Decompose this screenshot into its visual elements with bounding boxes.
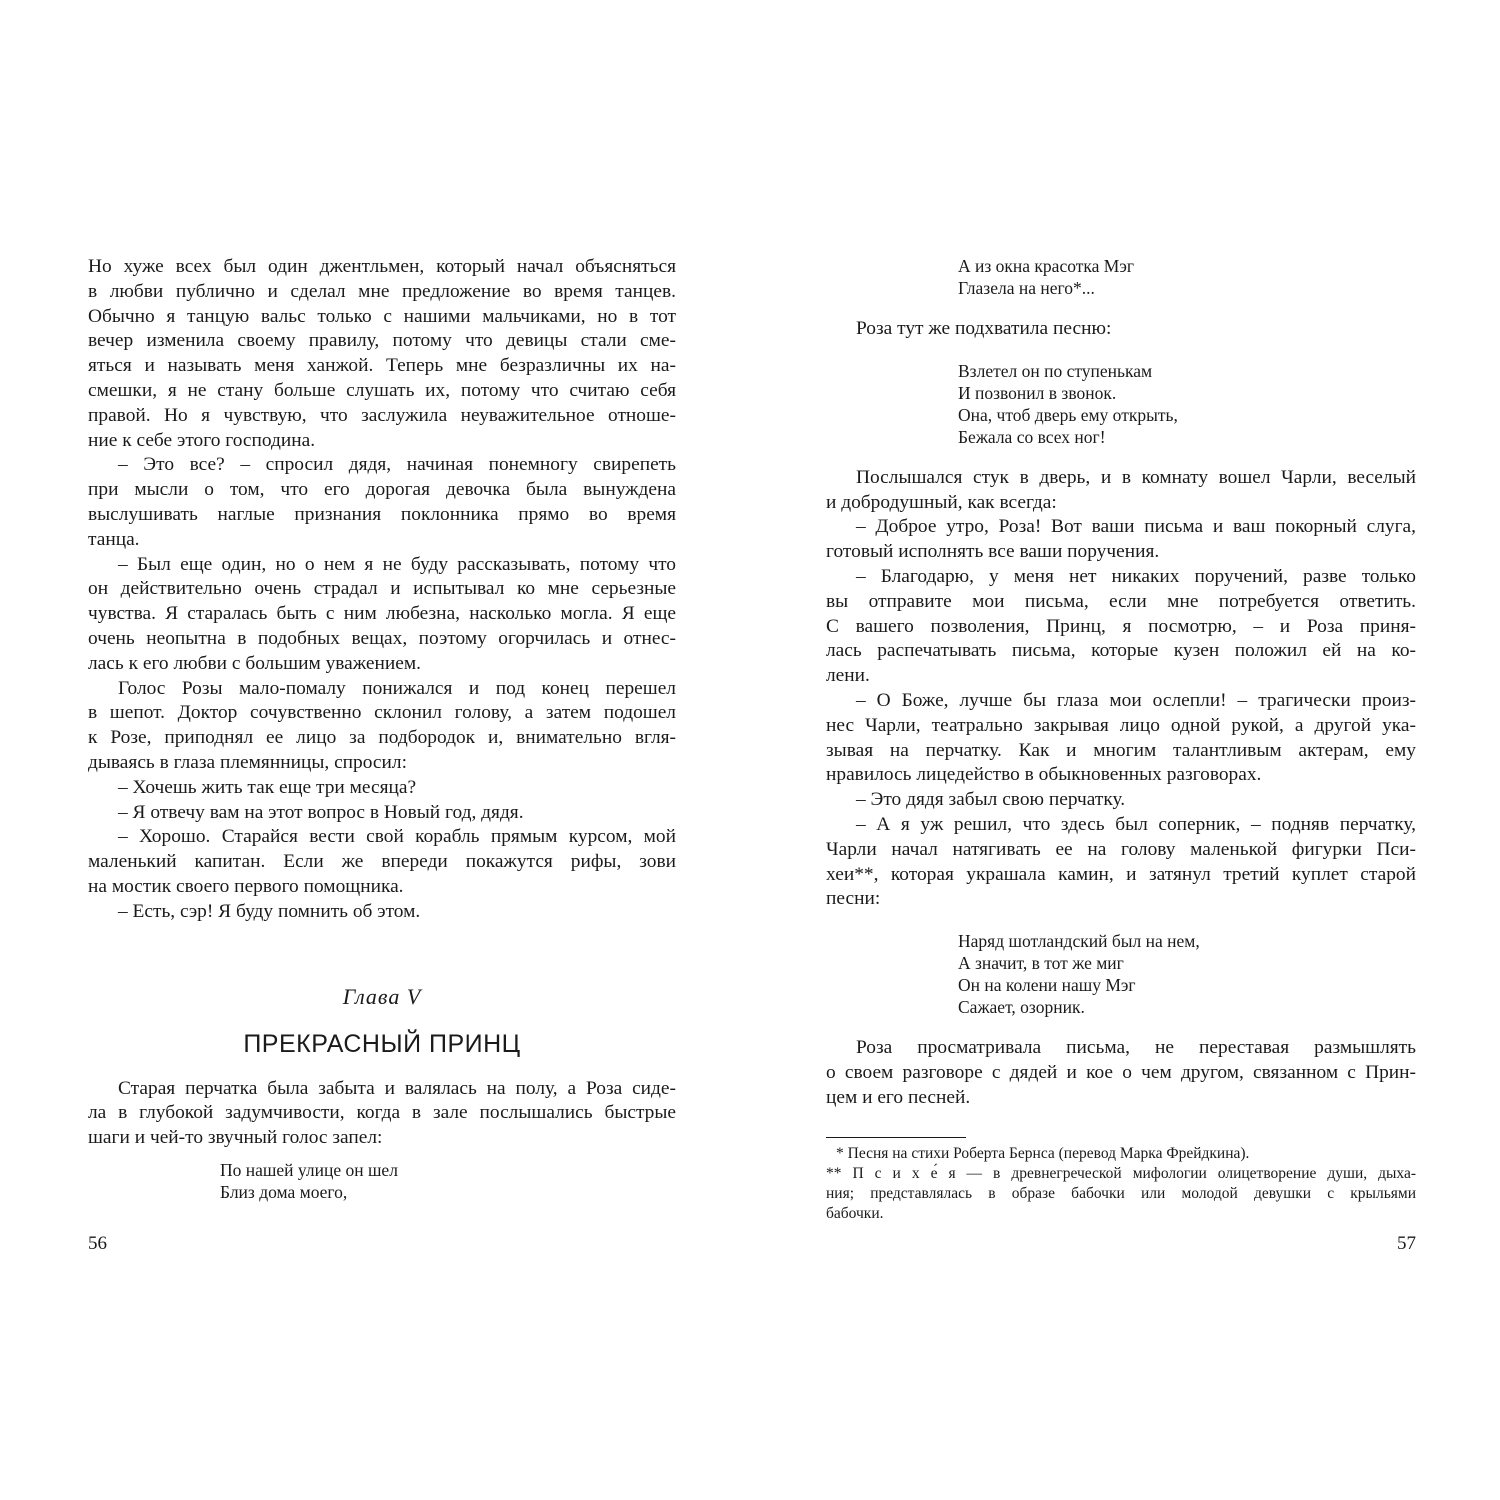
verse-line: По нашей улице он шел: [220, 1159, 398, 1180]
footnote-line: ** П с и х е́ я — в древнегреческой мифологии олицетворение души, дыха-: [826, 1164, 1416, 1182]
paragraph-line: лени.: [826, 665, 870, 687]
chapter-label: Глава V: [342, 983, 422, 1009]
paragraph-line: ла в глубокой задумчивости, когда в зале послышались быстрые: [88, 1102, 676, 1124]
verse-line: Глазела на него*...: [958, 278, 1095, 298]
paragraph-line: – Я отвечу вам на этот вопрос в Новый год, дядя.: [118, 801, 524, 823]
paragraph-line: вы отправите мои письма, если мне потребуется ответить.: [826, 590, 1416, 612]
paragraph-line: нравилось лицедейство в обыкновенных разговорах.: [826, 764, 1262, 786]
paragraph-line: Голос Розы мало-помалу понижался и под конец перешел: [118, 677, 676, 699]
paragraph-line: зывая на перчатку. Как и многим талантливым актерам, ему: [826, 739, 1416, 761]
verse-line: Он на колени нашу Мэг: [958, 975, 1136, 996]
paragraph-line: Но хуже всех был один джентльмен, который начал объясняться: [88, 256, 676, 277]
verse-line: А значит, в тот же миг: [958, 953, 1124, 974]
right-verse-3: [826, 930, 1416, 1018]
paragraph-line: С вашего позволения, Принц, я посмотрю, – и Роза приня-: [826, 615, 1416, 637]
right-text-column: [826, 255, 1416, 1224]
footnotes: [826, 1144, 1416, 1224]
right-verse-1: [826, 255, 1416, 299]
paragraph-line: шаги и чей-то звучный голос запел:: [88, 1127, 383, 1149]
paragraph-line: – А я уж решил, что здесь был соперник, – подняв перчатку,: [856, 813, 1416, 835]
verse-line: И позвонил в звонок.: [958, 382, 1117, 403]
page-number-right: 57: [1397, 1233, 1416, 1254]
paragraph-line: – Это дядя забыл свою перчатку.: [856, 789, 1126, 811]
left-paragraphs-bottom: [88, 1077, 676, 1151]
paragraph-line: – Был еще один, но о нем я не буду рассказывать, потому что: [118, 553, 676, 575]
verse-line: Бежала со всех ног!: [958, 426, 1106, 447]
paragraph-line: – Хочешь жить так еще три месяца?: [118, 776, 417, 798]
paragraph-line: нес Чарли, театрально закрывая лицо одной рукой, а другой ука-: [826, 714, 1416, 736]
paragraph-line: Обычно я танцую вальс только с нашими мальчиками, но в тот: [88, 305, 676, 327]
verse-line: Взлетел он по ступенькам: [958, 360, 1153, 381]
paragraph-line: о своем разговоре с дядей и кое о чем другом, связанном с Прин-: [826, 1061, 1416, 1083]
paragraph-line: смешки, я не стану больше слушать их, потому что считаю себя: [88, 379, 676, 401]
page-number-left: 56: [88, 1233, 107, 1254]
paragraph-line: чувства. Я старалась быть с ним любезна, насколько могла. Я еще: [88, 603, 676, 625]
paragraph-line: танца.: [88, 528, 140, 550]
paragraph-line: – Это все? – спросил дядя, начиная понемногу свирепеть: [118, 454, 676, 476]
paragraph-line: Роза просматривала письма, не переставая размышлять: [856, 1037, 1416, 1059]
right-verse-2: [826, 360, 1416, 448]
paragraph-line: – О Боже, лучше бы глаза мои ослепли! – трагически произ-: [856, 689, 1416, 711]
paragraph-line: он действительно очень страдал и испытывал ко мне серьезные: [88, 578, 676, 600]
right-paragraphs-middle: [826, 466, 1416, 912]
paragraph-line: цем и его песней.: [826, 1086, 971, 1108]
paragraph-line: в любви публично и сделал мне предложение во время танцев.: [88, 280, 676, 302]
paragraph-line: хеи**, которая украшала камин, и затянул третий куплет старой: [826, 863, 1416, 885]
paragraph-line: при мысли о том, что его дорогая девочка была вынуждена: [88, 479, 676, 501]
paragraph-line: ние к себе этого господина.: [88, 429, 316, 451]
paragraph-line: и добродушный, как всегда:: [826, 491, 1057, 513]
chapter-title: ПРЕКРАСНЫЙ ПРИНЦ: [243, 1029, 521, 1058]
paragraph-line: яться и называть меня ханжой. Теперь мне безразличны их на-: [88, 355, 676, 377]
paragraph-line: Послышался стук в дверь, и в комнату вошел Чарли, веселый: [856, 466, 1416, 488]
footnote-rule: [826, 1137, 966, 1138]
paragraph-line: вечер изменила своему правилу, потому что девицы стали сме-: [88, 330, 676, 352]
right-page: [826, 0, 1416, 1500]
left-page: [88, 0, 676, 1500]
paragraph-line: к Розе, приподнял ее лицо за подбородок и, внимательно вгля-: [88, 727, 676, 749]
paragraph-line: выслушивать наглые признания поклонника прямо во время: [88, 503, 676, 525]
right-paragraphs-end: [826, 1036, 1416, 1110]
paragraph-line: Старая перчатка была забыта и валялась на полу, а Роза сиде-: [118, 1077, 676, 1099]
paragraph-line: – Хорошо. Старайся вести свой корабль прямым курсом, мой: [118, 826, 676, 848]
verse-line: Она, чтоб дверь ему открыть,: [958, 404, 1178, 425]
verse-line: Наряд шотландский был на нем,: [958, 931, 1200, 952]
paragraph-line: маленький капитан. Если же впереди покажутся рифы, зови: [88, 851, 676, 873]
paragraph-line: Роза тут же подхватила песню:: [856, 318, 1112, 339]
paragraph-line: очень неопытна в подобных вещах, поэтому огорчилась и отнес-: [88, 627, 676, 649]
paragraph-line: в шепот. Доктор сочувственно склонил голову, а затем подошел: [88, 702, 676, 724]
verse-line: Близ дома моего,: [220, 1181, 348, 1202]
paragraph-line: на мостик своего первого помощника.: [88, 875, 404, 897]
paragraph-line: Чарли начал натягивать ее на голову маленькой фигурки Пси-: [826, 838, 1416, 860]
left-paragraphs-top: [88, 255, 676, 925]
footnote-line: ния; представлялась в образе бабочки или молодой девушки с крыльями: [826, 1184, 1416, 1202]
left-text-column: [88, 255, 676, 1203]
footnote-line: * Песня на стихи Роберта Бернса (перевод Марка Фрейдкина).: [836, 1144, 1250, 1162]
paragraph-line: готовый исполнять все ваши поручения.: [826, 541, 1160, 563]
paragraph-line: – Благодарю, у меня нет никаких поручений, разве только: [856, 565, 1416, 587]
paragraph-line: – Доброе утро, Роза! Вот ваши письма и ваш покорный слуга,: [856, 516, 1416, 538]
verse-line: Сажает, озорник.: [958, 997, 1085, 1018]
paragraph-line: дываясь в глаза племянницы, спросил:: [88, 751, 407, 773]
paragraph-line: лась к его любви с большим уважением.: [88, 652, 422, 674]
paragraph-line: песни:: [826, 888, 881, 910]
paragraph-line: правой. Но я чувствую, что заслужила неуважительное отноше-: [88, 404, 676, 426]
verse-line: А из окна красотка Мэг: [958, 256, 1135, 276]
left-verse: [88, 1159, 676, 1203]
footnote-line: бабочки.: [826, 1204, 884, 1222]
paragraph-line: лась распечатывать письма, которые кузен положил ей на ко-: [826, 640, 1416, 662]
paragraph-line: – Есть, сэр! Я буду помнить об этом.: [118, 900, 421, 922]
